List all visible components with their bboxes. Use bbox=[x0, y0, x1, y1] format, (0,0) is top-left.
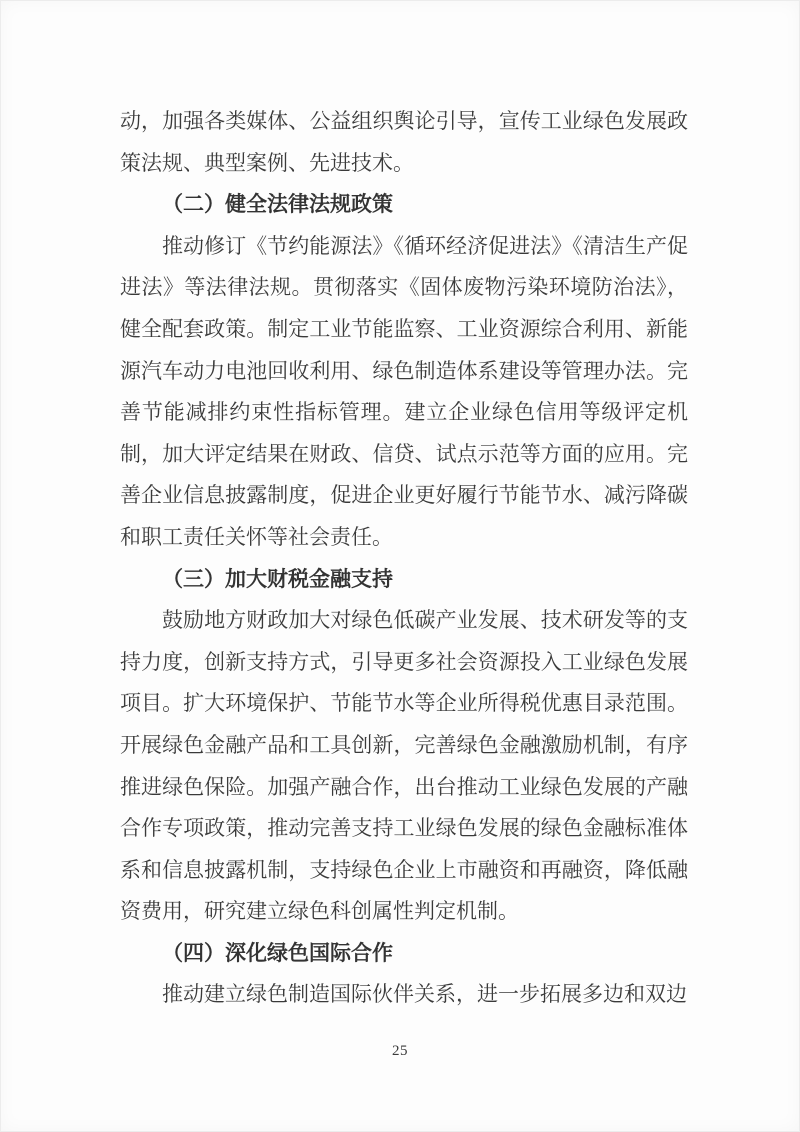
section-heading-2: （二）健全法律法规政策 bbox=[162, 192, 393, 217]
page-number: 25 bbox=[392, 1043, 408, 1059]
section-heading-3: （三）加大财税金融支持 bbox=[162, 566, 393, 591]
body-paragraph-fiscal-finance: 鼓励地方财政加大对绿色低碳产业发展、技术研发等的支持力度，创新支持方式，引导更多社会资源投入工业绿色发展项目。扩大环境保护、节能节水等企业所得税优惠目录范围。开展绿色金融产品和工具创新，完善绿色金融激励机制，有序推进绿色保险。加强产融合作，出台推动工业绿色发展的产融合作专项政策，推动完善支持工业绿色发展的绿色金融标准体系和信息披露机制，支持绿色企业上市融资和再融资，降低融资费用，研究建立绿色科创属性判定机制。 bbox=[120, 608, 688, 924]
document-body bbox=[120, 101, 688, 1016]
section-heading-4: （四）深化绿色国际合作 bbox=[162, 940, 393, 965]
body-paragraph-international-cooperation: 推动建立绿色制造国际伙伴关系，进一步拓展多边和双边 bbox=[162, 982, 687, 1007]
body-paragraph-continuation: 动，加强各类媒体、公益组织舆论引导，宣传工业绿色发展政策法规、典型案例、先进技术。 bbox=[120, 109, 688, 175]
body-paragraph-legal-policy: 推动修订《节约能源法》《循环经济促进法》《清洁生产促进法》等法律法规。贯彻落实《固体废物污染环境防治法》，健全配套政策。制定工业节能监察、工业资源综合利用、新能源汽车动力电池回收利用、绿色制造体系建设等管理办法。完善节能减排约束性指标管理。建立企业绿色信用等级评定机制，加大评定结果在财政、信贷、试点示范等方面的应用。完善企业信息披露制度，促进企业更好履行节能节水、减污降碳和职工责任关怀等社会责任。 bbox=[120, 233, 688, 549]
